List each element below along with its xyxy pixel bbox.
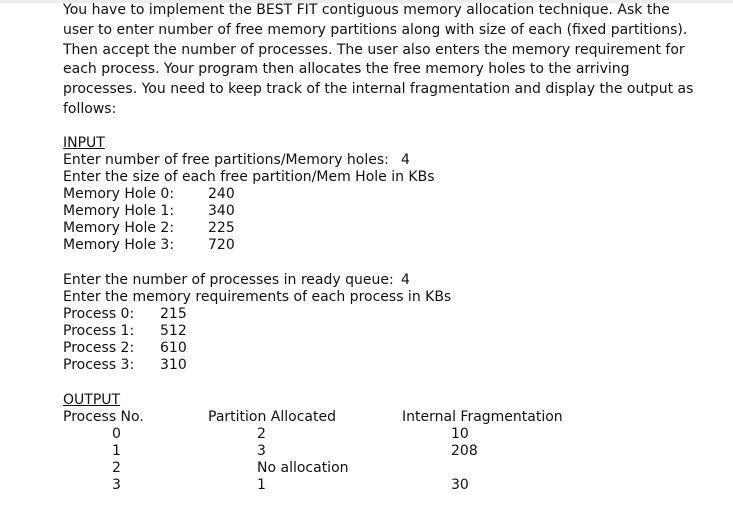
problem-line: each process. Your program then allocates the free memory holes to the arriving bbox=[63, 61, 630, 78]
output-process-no: 0 bbox=[112, 426, 121, 442]
problem-line: processes. You need to keep track of the internal fragmentation and display the output as bbox=[63, 81, 694, 98]
hole-label: Memory Hole 1: bbox=[63, 203, 175, 219]
processes-prompt: Enter the number of processes in ready queue: bbox=[63, 272, 394, 288]
column-header-fragmentation: Internal Fragmentation bbox=[402, 409, 563, 425]
column-header-process: Process No. bbox=[63, 409, 144, 425]
process-size: 310 bbox=[160, 357, 187, 373]
output-process-no: 2 bbox=[112, 460, 121, 476]
requirements-prompt: Enter the memory requirements of each process in KBs bbox=[63, 289, 452, 305]
hole-label: Memory Hole 3: bbox=[63, 237, 175, 253]
input-heading: INPUT bbox=[63, 135, 105, 151]
problem-line: Then accept the number of processes. The user also enters the memory requirement for bbox=[63, 41, 685, 58]
hole-label: Memory Hole 2: bbox=[63, 220, 175, 236]
hole-size: 720 bbox=[208, 237, 235, 253]
output-partition: No allocation bbox=[257, 460, 349, 476]
process-size: 215 bbox=[160, 306, 187, 322]
process-size: 610 bbox=[160, 340, 187, 356]
output-partition: 3 bbox=[257, 443, 266, 459]
problem-line: follows: bbox=[63, 100, 117, 117]
hole-label: Memory Hole 0: bbox=[63, 186, 175, 202]
output-fragmentation: 30 bbox=[451, 477, 469, 493]
output-heading: OUTPUT bbox=[63, 392, 121, 408]
processes-count: 4 bbox=[401, 272, 410, 288]
column-header-partition: Partition Allocated bbox=[208, 409, 336, 425]
output-process-no: 3 bbox=[112, 477, 121, 493]
hole-size: 340 bbox=[208, 203, 235, 219]
output-process-no: 1 bbox=[112, 443, 121, 459]
output-partition: 1 bbox=[257, 477, 266, 493]
output-fragmentation: 208 bbox=[451, 443, 478, 459]
hole-size: 225 bbox=[208, 220, 235, 236]
process-label: Process 1: bbox=[63, 323, 135, 339]
problem-line: user to enter number of free memory partitions along with size of each (fixed partitions). bbox=[63, 21, 688, 38]
problem-statement bbox=[63, 1, 723, 120]
process-label: Process 0: bbox=[63, 306, 135, 322]
hole-size: 240 bbox=[208, 186, 235, 202]
problem-line: You have to implement the BEST FIT contiguous memory allocation technique. Ask the bbox=[63, 2, 670, 18]
output-partition: 2 bbox=[257, 426, 266, 442]
process-label: Process 3: bbox=[63, 357, 135, 373]
sizes-prompt: Enter the size of each free partition/Mem Hole in KBs bbox=[63, 169, 435, 185]
partitions-count: 4 bbox=[401, 152, 410, 168]
output-fragmentation: 10 bbox=[451, 426, 469, 442]
process-label: Process 2: bbox=[63, 340, 135, 356]
process-size: 512 bbox=[160, 323, 187, 339]
partitions-prompt: Enter number of free partitions/Memory holes: bbox=[63, 152, 389, 168]
